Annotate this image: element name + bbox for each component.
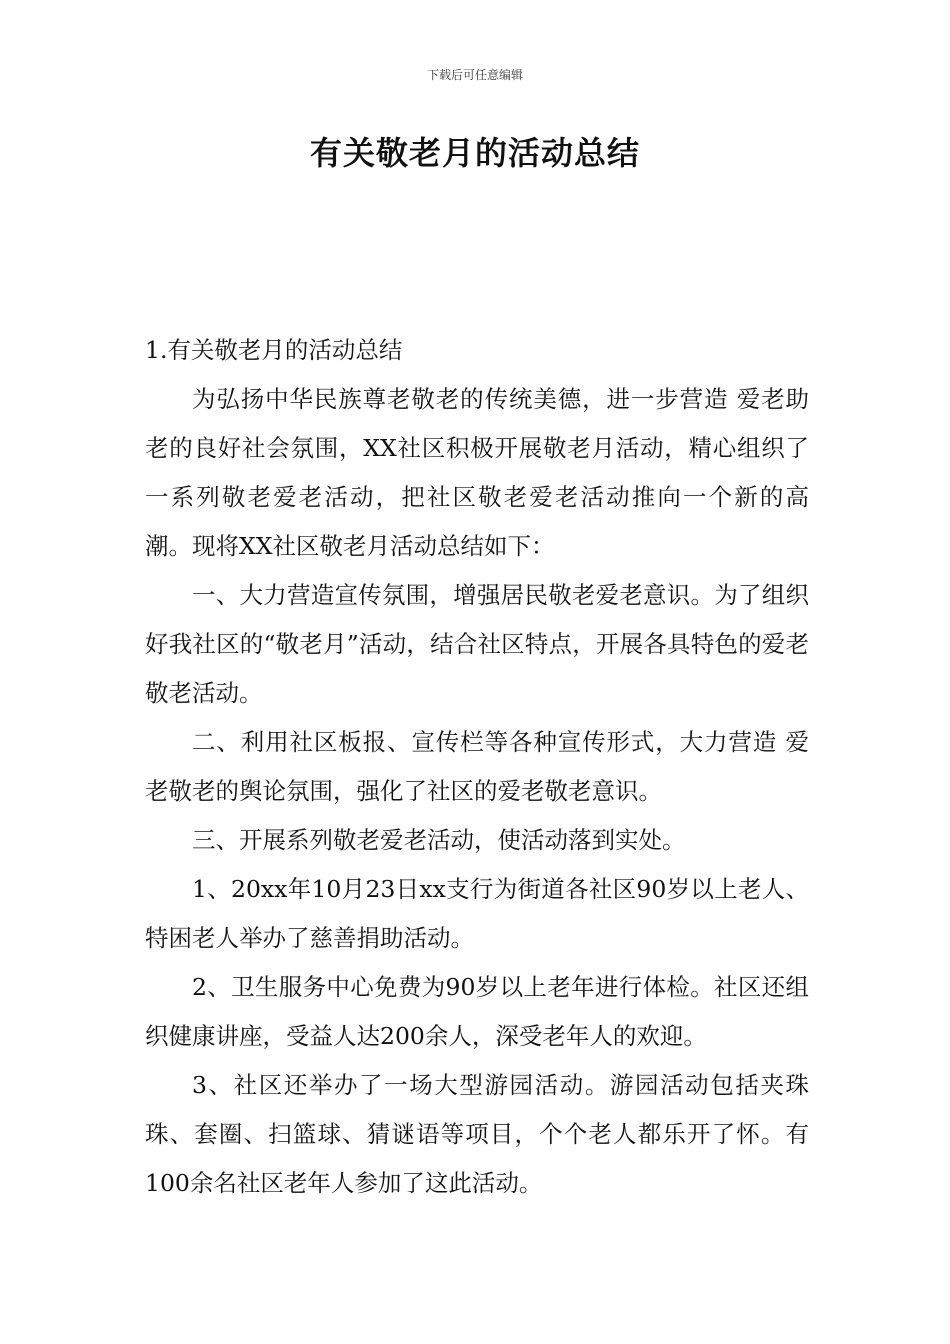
- paragraph-intro: 为弘扬中华民族尊老敬老的传统美德，进一步营造 爱老助老的良好社会氛围，XX社区积极开展敬老月活动，精心组织了一系列敬老爱老活动，把社区敬老爱老活动推向一个新的高 潮。现将XX社区敬老月活动总结如下：: [145, 385, 809, 560]
- paragraph-item-2: 2、卫生服务中心免费为90岁以上老年进行体检。社区还组织健康讲座，受益人达200余人，深受老年人的欢迎。: [145, 973, 809, 1050]
- paragraph-point-one: 一、大力营造宣传氛围，增强居民敬老爱老意识。为了组织好我社区的“敬老月”活动，结合社区特点，开展各具特色的爱老敬老活动。: [145, 581, 809, 707]
- header-note: 下载后可任意编辑: [426, 68, 523, 82]
- paragraph-point-two: 二、利用社区板报、宣传栏等各种宣传形式，大力营造 爱老敬老的舆论氛围，强化了社区的爱老敬老意识。: [145, 728, 809, 805]
- document-body: [145, 326, 809, 1208]
- paragraph-item-1: 1、20xx年10月23日xx支行为街道各社区90岁以上老人、特困老人举办了慈善捐助活动。: [145, 875, 809, 952]
- paragraph-point-three: 三、开展系列敬老爱老活动，使活动落到实处。: [192, 826, 686, 854]
- document-title: 有关敬老月的活动总结: [309, 134, 640, 172]
- paragraph-item-3: 3、社区还举办了一场大型游园活动。游园活动包括夹珠珠、套圈、扫篮球、猜谜语等项目，个个老人都乐开了怀。有100余名社区老年人参加了这此活动。: [145, 1071, 809, 1197]
- section-heading: 1.有关敬老月的活动总结: [145, 336, 403, 364]
